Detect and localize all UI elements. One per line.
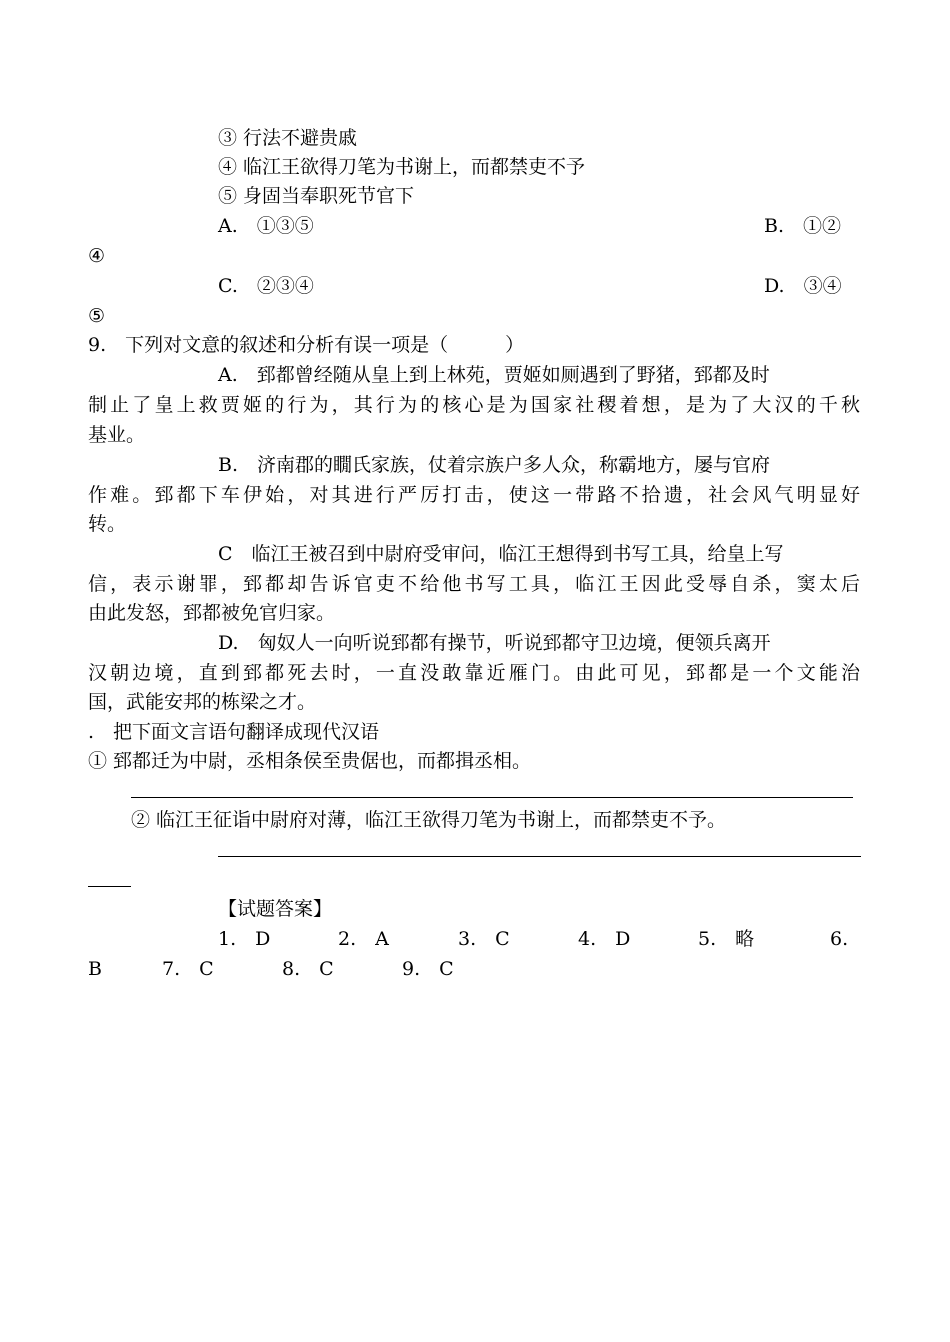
q9-option-d-line1: D. 匈奴人一向听说郅都有操节，听说郅都守卫边境，便领兵离开	[218, 632, 771, 654]
answer-1: 1. D	[218, 928, 271, 950]
q9-option-c-line1: C 临江王被召到中尉府受审问，临江王想得到书写工具，给皇上写	[218, 543, 784, 565]
answer-heading: 【试题答案】	[218, 898, 333, 920]
choice-b: B. ①②	[764, 215, 842, 237]
answer-2: 2. A	[338, 928, 389, 950]
translate-sentence-2: ② 临江王征诣中尉府对薄，临江王欲得刀笔为书谢上，而都禁吏不予。	[131, 809, 727, 831]
answer-5: 5. 略	[698, 928, 755, 950]
question-9: 9. 下列对文意的叙述和分析有误一项是（ ）	[88, 334, 525, 356]
choice-b-wrap: ④	[88, 245, 106, 267]
answer-6-number: 6.	[830, 928, 849, 950]
q9-option-d-line3: 国，武能安邦的栋梁之才。	[88, 691, 317, 713]
list-item-3: ③ 行法不避贵戚	[218, 127, 358, 149]
translate-sentence-1: ① 郅都迁为中尉，丞相条侯至贵倨也，而都揖丞相。	[88, 750, 532, 772]
answer-7: 7. C	[162, 958, 214, 980]
answer-line-2	[218, 856, 861, 857]
q9-option-b-line1: B. 济南郡的瞯氏家族，仗着宗族户多人众，称霸地方，屡与官府	[218, 454, 771, 476]
answer-3: 3. C	[458, 928, 510, 950]
q9-option-d-line2: 汉朝边境，直到郅都死去时，一直没敢靠近雁门。由此可见，郅都是一个文能治	[88, 662, 860, 684]
q9-option-c-line2: 信，表示谢罪，郅都却告诉官吏不给他书写工具，临江王因此受辱自杀，窦太后	[88, 573, 860, 595]
q9-option-a-line3: 基业。	[88, 424, 146, 446]
question-10: . 把下面文言语句翻译成现代汉语	[88, 721, 380, 743]
answer-line-1	[131, 797, 853, 798]
answer-6-letter: B	[88, 958, 102, 980]
q9-option-a-line2: 制止了皇上救贾姬的行为，其行为的核心是为国家社稷着想，是为了大汉的千秋	[88, 394, 860, 416]
answer-8: 8. C	[282, 958, 334, 980]
choice-d-wrap: ⑤	[88, 305, 106, 327]
answer-4: 4. D	[578, 928, 631, 950]
choice-a: A. ①③⑤	[218, 215, 314, 237]
q9-option-b-line3: 转。	[88, 513, 127, 535]
q9-option-c-line3: 由此发怒，郅都被免官归家。	[88, 602, 336, 624]
choice-d: D. ③④	[764, 275, 842, 297]
list-item-5: ⑤ 身固当奉职死节官下	[218, 185, 415, 207]
q9-option-a-line1: A. 郅都曾经随从皇上到上林苑，贾姬如厕遇到了野猪，郅都及时	[218, 364, 770, 386]
answer-line-2-wrap	[88, 886, 131, 887]
q9-option-b-line2: 作难。郅都下车伊始，对其进行严厉打击，使这一带路不拾遗，社会风气明显好	[88, 484, 860, 506]
list-item-4: ④ 临江王欲得刀笔为书谢上，而都禁吏不予	[218, 156, 586, 178]
choice-c: C. ②③④	[218, 275, 314, 297]
answer-9: 9. C	[402, 958, 454, 980]
